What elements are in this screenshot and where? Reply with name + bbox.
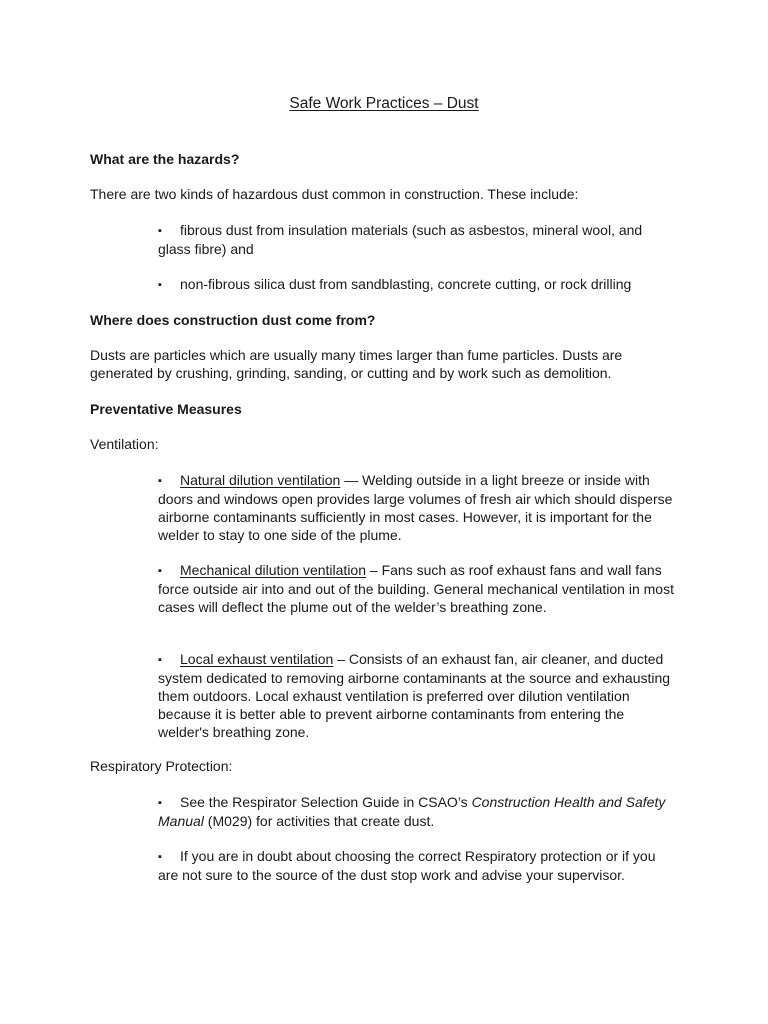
ventilation-item-local: [158, 650, 678, 741]
bullet-text: non-fibrous silica dust from sandblasting, concrete cutting, or rock drilling: [180, 276, 632, 292]
ventilation-term: Local exhaust ventilation: [180, 651, 334, 667]
bullet-marker: ▪: [158, 279, 162, 291]
respiratory-item-doubt: [158, 847, 678, 884]
bullet-marker: ▪: [158, 565, 162, 577]
respiratory-label: Respiratory Protection:: [90, 758, 233, 774]
ventilation-term: Natural dilution ventilation: [180, 472, 341, 488]
respiratory-text: See the Respirator Selection Guide in CSAO’s: [180, 794, 472, 810]
ventilation-desc: – Fans such as roof exhaust fans and wall fans force outside air into and out of the building. General mechanical ventilation in most cases will deflect the plume out of the welder’s breathing zone.: [158, 562, 674, 615]
bullet-marker: ▪: [158, 797, 162, 809]
page-title: Safe Work Practices – Dust: [289, 95, 479, 112]
hazards-heading: What are the hazards?: [90, 151, 240, 167]
ventilation-desc: — Welding outside in a light breeze or inside with doors and windows open provides large volumes of fresh air which should disperse airborne contaminants sufficiently in most cases. However, it is important for the welder to stay to one side of the plume.: [158, 472, 673, 543]
manual-title: Construction Health and Safety Manual: [158, 794, 666, 829]
ventilation-desc: – Consists of an exhaust fan, air cleaner, and ducted system dedicated to removing airborne contaminants at the source and exhausting them outdoors. Local exhaust ventilation is preferred over dilution ventilation because it is better able to prevent airborne contaminants from entering the welder's breathing zone.: [158, 651, 671, 740]
ventilation-label: Ventilation:: [90, 436, 159, 452]
measures-heading: Preventative Measures: [90, 401, 242, 417]
bullet-marker: ▪: [158, 225, 162, 237]
source-text: Dusts are particles which are usually many times larger than fume particles. Dusts are generated by crushing, grinding, sanding, or cutting and by work such as demolition.: [90, 347, 623, 381]
bullet-text: fibrous dust from insulation materials (such as asbestos, mineral wool, and glass fibre) and: [158, 222, 643, 257]
ventilation-term: Mechanical dilution ventilation: [180, 562, 366, 578]
bullet-marker: ▪: [158, 851, 162, 863]
ventilation-item-mechanical: [158, 561, 678, 616]
source-heading: Where does construction dust come from?: [90, 312, 376, 328]
respiratory-item-guide: [158, 793, 678, 830]
hazard-bullet-2: [158, 275, 678, 294]
ventilation-item-natural: [158, 471, 678, 544]
bullet-marker: ▪: [158, 654, 162, 666]
hazard-bullet-1: [158, 221, 678, 258]
hazards-intro: There are two kinds of hazardous dust common in construction. These include:: [90, 186, 579, 202]
respiratory-text: (M029) for activities that create dust.: [203, 813, 435, 829]
respiratory-text: If you are in doubt about choosing the correct Respiratory protection or if you are not sure to the source of the dust stop work and advise your supervisor.: [158, 848, 656, 883]
bullet-marker: ▪: [158, 475, 162, 487]
